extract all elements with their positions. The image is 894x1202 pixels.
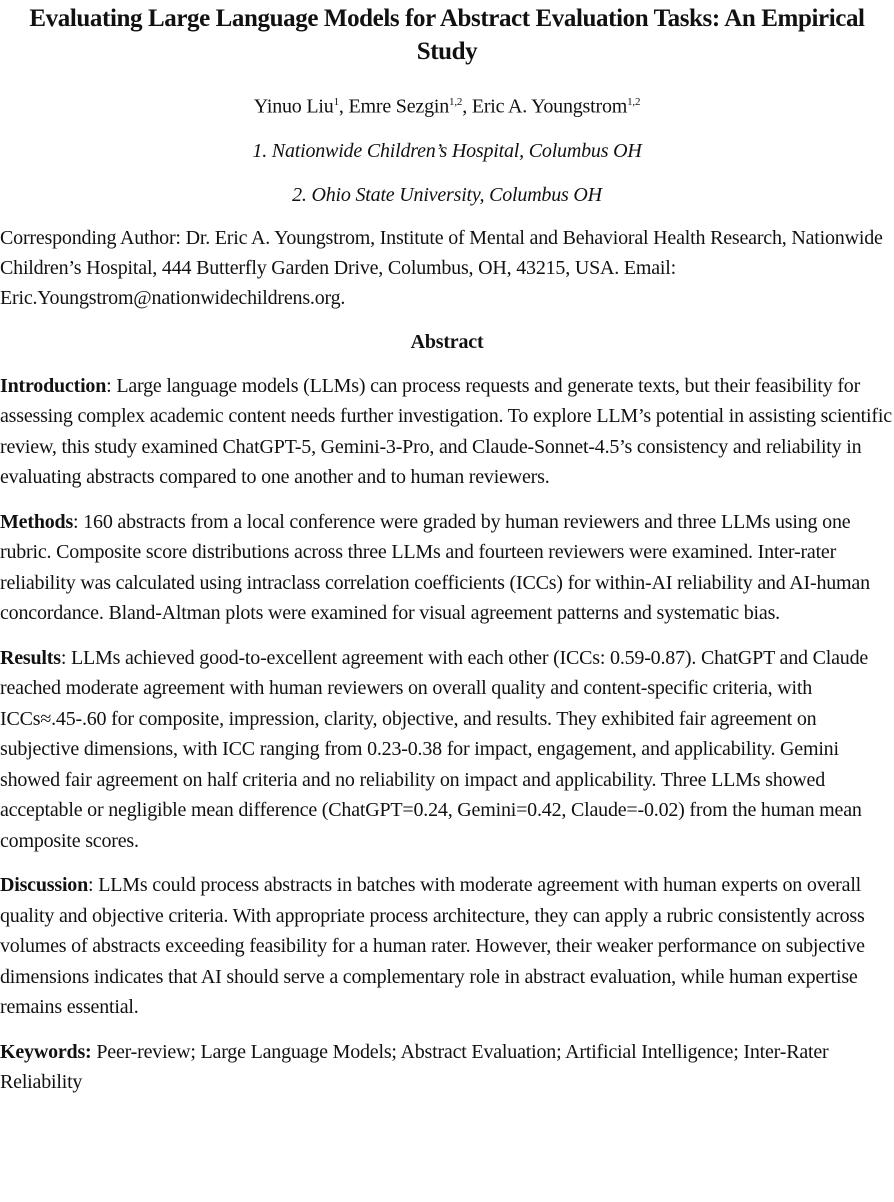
section-text: LLMs could process abstracts in batches with moderate agreement with human experts on overall quality and objective criteria. With appropriate process architecture, they can apply a rubric consistently across volumes of abstracts exceeding feasibility for a human rater. However, their weaker performance on subjective dimensions indicates that AI should serve a complementary role in abstract evaluation, while human expertise remains essential. [0,874,865,1019]
section-label: Results [0,646,61,669]
affiliation: 1. Nationwide Children’s Hospital, Columbus OH [252,139,642,162]
section-label: Introduction [0,374,107,397]
author-name: Yinuo Liu [253,95,334,118]
abstract-introduction [0,371,894,493]
author-affiliation-mark: 1,2 [627,96,641,108]
section-label: Keywords: [0,1040,92,1063]
keywords [0,1037,894,1098]
section-label: Methods [0,510,74,533]
separator: : [73,510,84,533]
section-text: Large language models (LLMs) can process requests and generate texts, but their feasibility for assessing complex academic content needs further investigation. To explore LLM’s potential in assisting scientific review, this study examined ChatGPT-5, Gemini-3-Pro, and Claude-Sonnet-4.5’s consistency and reliability in evaluating abstracts compared to one another and to human reviewers. [0,374,892,489]
section-label: Discussion [0,874,89,897]
author-affiliation-mark: 1 [333,96,339,108]
abstract-methods [0,507,894,629]
abstract-discussion [0,870,894,1023]
separator: : [106,374,117,397]
section-text: Peer-review; Large Language Models; Abstract Evaluation; Artificial Intelligence; Inter-Rater Reliability [0,1040,829,1094]
section-text: 160 abstracts from a local conference were graded by human reviewers and three LLMs using one rubric. Composite score distributions across three LLMs and fourteen reviewers were examined. Inter-rater reliability was calculated using intraclass correlation coefficients (ICCs) for within-AI reliability and AI-human concordance. Bland-Altman plots were examined for visual agreement patterns and systematic bias. [0,510,870,625]
paper-title: Evaluating Large Language Models for Abstract Evaluation Tasks: An Empirical Study [29,5,865,65]
author-name: Eric A. Youngstrom [471,95,628,118]
separator: : [60,646,71,669]
section-text: LLMs achieved good-to-excellent agreement with each other (ICCs: 0.59-0.87). ChatGPT and Claude reached moderate agreement with human reviewers on overall quality and content-specific criteria, with ICCs≈.45-.60 for composite, impression, clarity, objective, and results. They exhibited fair agreement on subjective dimensions, with ICC ranging from 0.23-0.38 for impact, engagement, and applicability. Gemini showed fair agreement on half criteria and no reliability on impact and applicability. Three LLMs showed acceptable or negligible mean difference (ChatGPT=0.24, Gemini=0.42, Claude=-0.02) from the human mean composite scores. [0,646,869,852]
separator: : [88,874,99,897]
abstract-heading: Abstract [410,330,484,353]
author-list: Yinuo Liu$^1$, Emre Sezgin$^{1,2}$, Eric A. Youngstrom$^{1,2}$ [253,95,641,118]
corresponding-author: Corresponding Author: Dr. Eric A. Youngstrom, Institute of Mental and Behavioral Health Research, Nationwide Children’s Hospital, 444 Butterfly Garden Drive, Columbus, OH, 43215, USA. Email: Eric.Youngstrom@nationwidechildrens.org. [0,226,883,309]
author-name: Emre Sezgin [348,95,450,118]
author-affiliation-mark: 1,2 [449,96,463,108]
abstract-results [0,643,894,857]
affiliation: 2. Ohio State University, Columbus OH [292,183,602,206]
